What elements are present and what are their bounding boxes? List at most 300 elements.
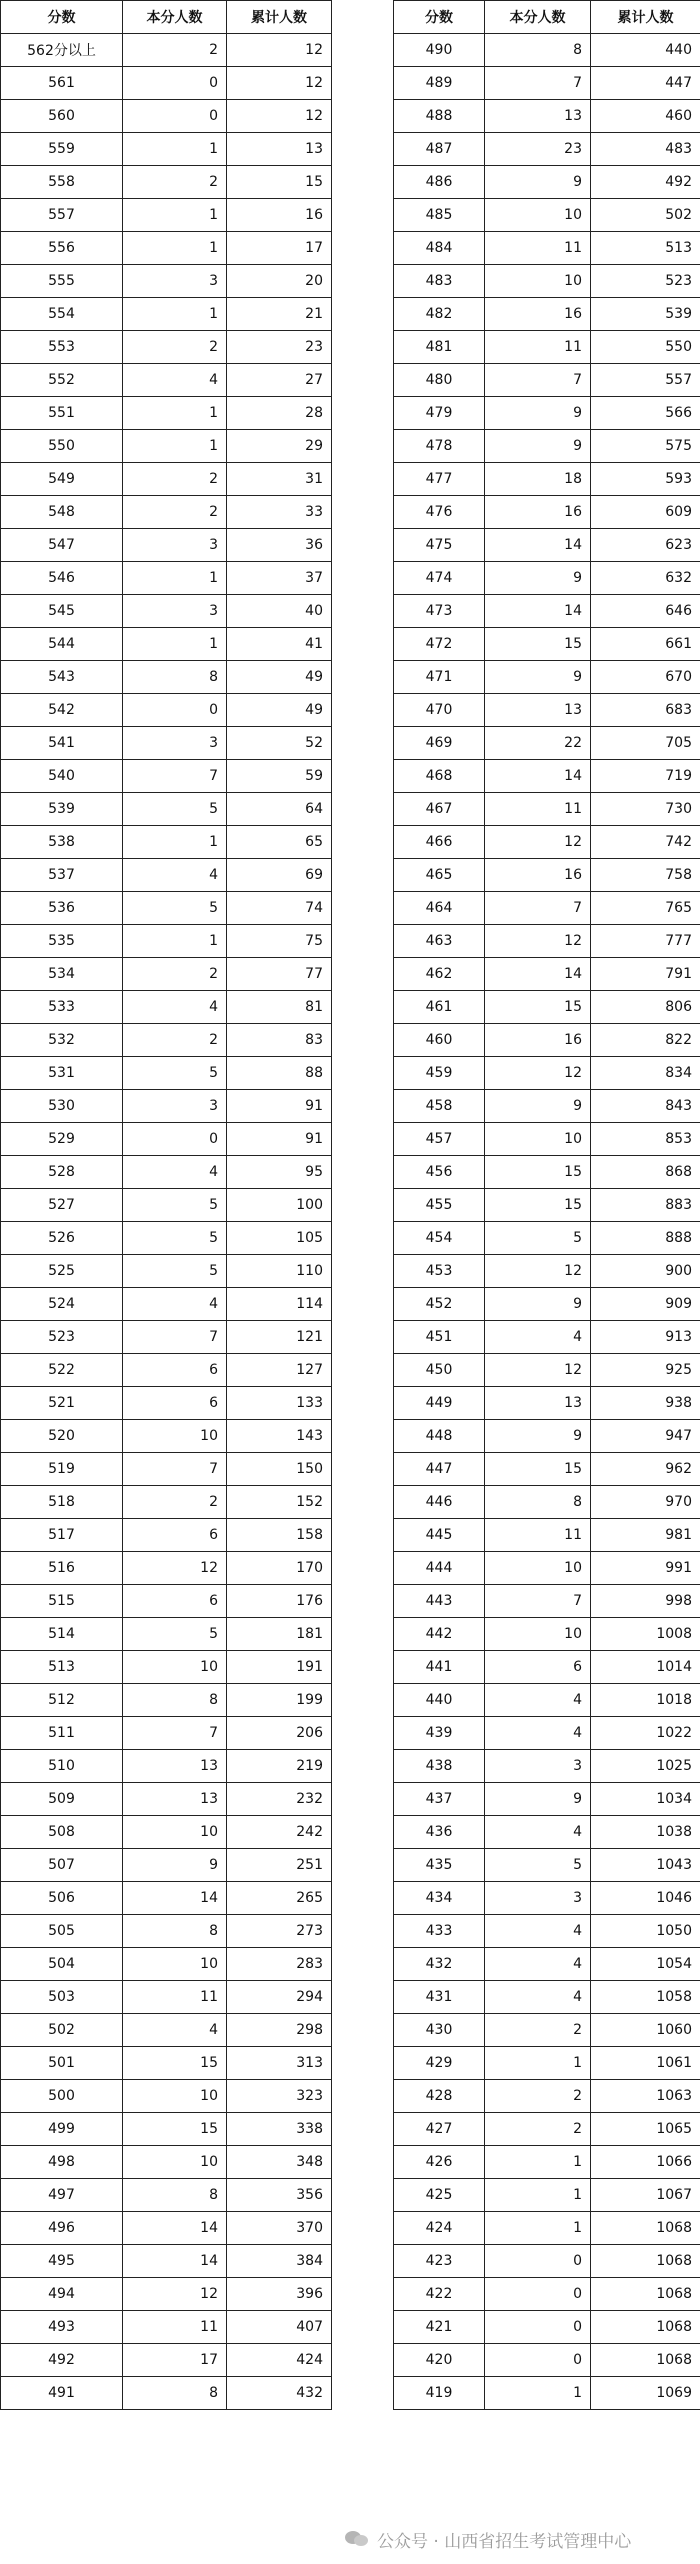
cell-score: 502 [1, 2014, 123, 2047]
table-row [1, 1123, 332, 1156]
cell-count: 12 [485, 1255, 591, 1288]
cell-cumulative: 834 [591, 1057, 700, 1090]
table-row [1, 1684, 332, 1717]
cell-score: 478 [394, 430, 485, 463]
table-row [1, 760, 332, 793]
cell-score: 473 [394, 595, 485, 628]
table-row [1, 1354, 332, 1387]
table-row [1, 1222, 332, 1255]
table-row [1, 1552, 332, 1585]
table-row [394, 2245, 700, 2278]
table-row [1, 100, 332, 133]
cell-count: 9 [485, 1090, 591, 1123]
table-row [394, 298, 700, 331]
cell-cumulative: 806 [591, 991, 700, 1024]
table-row [1, 1255, 332, 1288]
cell-score: 474 [394, 562, 485, 595]
table-row [1, 1750, 332, 1783]
table-row [1, 859, 332, 892]
cell-count: 4 [123, 2014, 227, 2047]
cell-cumulative: 1067 [591, 2179, 700, 2212]
table-row [394, 1684, 700, 1717]
wechat-icon [345, 2529, 371, 2549]
cell-cumulative: 777 [591, 925, 700, 958]
cell-score: 488 [394, 100, 485, 133]
cell-cumulative: 348 [227, 2146, 332, 2179]
cell-count: 14 [123, 1882, 227, 1915]
cell-cumulative: 15 [227, 166, 332, 199]
table-row [394, 727, 700, 760]
cell-cumulative: 632 [591, 562, 700, 595]
table-row [394, 1057, 700, 1090]
cell-score: 444 [394, 1552, 485, 1585]
cell-score: 424 [394, 2212, 485, 2245]
cell-cumulative: 64 [227, 793, 332, 826]
cell-count: 11 [485, 331, 591, 364]
cell-score: 465 [394, 859, 485, 892]
cell-cumulative: 609 [591, 496, 700, 529]
cell-cumulative: 283 [227, 1948, 332, 1981]
cell-count: 8 [485, 1486, 591, 1519]
cell-count: 1 [485, 2146, 591, 2179]
table-row [1, 2212, 332, 2245]
cell-cumulative: 370 [227, 2212, 332, 2245]
cell-count: 17 [123, 2344, 227, 2377]
cell-cumulative: 191 [227, 1651, 332, 1684]
cell-score: 529 [1, 1123, 123, 1156]
table-row [394, 628, 700, 661]
cell-count: 9 [485, 397, 591, 430]
table-row [1, 595, 332, 628]
cell-cumulative: 12 [227, 100, 332, 133]
cell-count: 16 [485, 859, 591, 892]
cell-count: 1 [485, 2179, 591, 2212]
cell-cumulative: 925 [591, 1354, 700, 1387]
cell-cumulative: 28 [227, 397, 332, 430]
cell-cumulative: 822 [591, 1024, 700, 1057]
cell-count: 14 [485, 958, 591, 991]
cell-count: 5 [485, 1849, 591, 1882]
cell-cumulative: 440 [591, 34, 700, 67]
cell-count: 1 [123, 133, 227, 166]
cell-cumulative: 158 [227, 1519, 332, 1552]
table-row [1, 628, 332, 661]
cell-count: 8 [123, 1915, 227, 1948]
cell-count: 10 [123, 2146, 227, 2179]
cell-score: 557 [1, 199, 123, 232]
cell-count: 4 [485, 1981, 591, 2014]
cell-cumulative: 523 [591, 265, 700, 298]
table-row [394, 1849, 700, 1882]
table-row [1, 1453, 332, 1486]
cell-count: 7 [123, 760, 227, 793]
table-row [1, 529, 332, 562]
cell-cumulative: 20 [227, 265, 332, 298]
cell-cumulative: 49 [227, 661, 332, 694]
cell-cumulative: 49 [227, 694, 332, 727]
cell-score: 459 [394, 1057, 485, 1090]
cell-score: 539 [1, 793, 123, 826]
table-row [1, 166, 332, 199]
cell-count: 15 [485, 1453, 591, 1486]
cell-score: 449 [394, 1387, 485, 1420]
cell-score: 559 [1, 133, 123, 166]
cell-count: 0 [123, 100, 227, 133]
cell-cumulative: 623 [591, 529, 700, 562]
cell-score: 555 [1, 265, 123, 298]
cell-cumulative: 77 [227, 958, 332, 991]
cell-score: 420 [394, 2344, 485, 2377]
cell-count: 2 [485, 2113, 591, 2146]
cell-cumulative: 206 [227, 1717, 332, 1750]
table-row [1, 133, 332, 166]
cell-count: 0 [485, 2311, 591, 2344]
cell-count: 15 [485, 991, 591, 1024]
cell-cumulative: 1058 [591, 1981, 700, 2014]
cell-score: 521 [1, 1387, 123, 1420]
cell-score: 484 [394, 232, 485, 265]
table-header-row [1, 1, 332, 34]
cell-score: 509 [1, 1783, 123, 1816]
cell-cumulative: 1038 [591, 1816, 700, 1849]
table-row [394, 1552, 700, 1585]
cell-score: 468 [394, 760, 485, 793]
cell-count: 5 [485, 1222, 591, 1255]
cell-cumulative: 981 [591, 1519, 700, 1552]
cell-count: 4 [123, 364, 227, 397]
table-row [394, 1816, 700, 1849]
cell-score: 518 [1, 1486, 123, 1519]
table-row [1, 925, 332, 958]
table-row [1, 892, 332, 925]
cell-cumulative: 91 [227, 1090, 332, 1123]
table-row [1, 562, 332, 595]
table-row [1, 1618, 332, 1651]
table-row [1, 1090, 332, 1123]
table-row [394, 2377, 700, 2410]
table-row [394, 199, 700, 232]
table-row [1, 364, 332, 397]
cell-score: 505 [1, 1915, 123, 1948]
cell-score: 558 [1, 166, 123, 199]
table-row [394, 232, 700, 265]
table-row [394, 463, 700, 496]
cell-cumulative: 424 [227, 2344, 332, 2377]
table-row [394, 991, 700, 1024]
cell-cumulative: 232 [227, 1783, 332, 1816]
table-row [1, 2179, 332, 2212]
cell-cumulative: 1065 [591, 2113, 700, 2146]
cell-cumulative: 765 [591, 892, 700, 925]
table-row [394, 34, 700, 67]
cell-cumulative: 83 [227, 1024, 332, 1057]
score-table-right [393, 0, 700, 2410]
cell-count: 5 [123, 1189, 227, 1222]
cell-cumulative: 13 [227, 133, 332, 166]
cell-score: 477 [394, 463, 485, 496]
table-row [1, 2344, 332, 2377]
table-row [1, 826, 332, 859]
cell-cumulative: 27 [227, 364, 332, 397]
cell-score: 482 [394, 298, 485, 331]
table-row [1, 199, 332, 232]
cell-cumulative: 539 [591, 298, 700, 331]
cell-score: 562分以上 [1, 34, 123, 67]
table-row [1, 1288, 332, 1321]
table-row [1, 1519, 332, 1552]
cell-cumulative: 40 [227, 595, 332, 628]
cell-count: 10 [485, 199, 591, 232]
cell-cumulative: 1068 [591, 2344, 700, 2377]
cell-score: 514 [1, 1618, 123, 1651]
cell-score: 472 [394, 628, 485, 661]
cell-cumulative: 313 [227, 2047, 332, 2080]
cell-score: 441 [394, 1651, 485, 1684]
table-row [394, 2212, 700, 2245]
table-row [394, 430, 700, 463]
cell-score: 494 [1, 2278, 123, 2311]
cell-score: 531 [1, 1057, 123, 1090]
cell-count: 0 [123, 67, 227, 100]
table-row [1, 2113, 332, 2146]
table-row [394, 661, 700, 694]
cell-score: 515 [1, 1585, 123, 1618]
cell-count: 6 [485, 1651, 591, 1684]
cell-cumulative: 12 [227, 67, 332, 100]
cell-score: 516 [1, 1552, 123, 1585]
cell-count: 8 [123, 661, 227, 694]
cell-count: 8 [123, 2179, 227, 2212]
cell-score: 560 [1, 100, 123, 133]
cell-score: 556 [1, 232, 123, 265]
cell-cumulative: 566 [591, 397, 700, 430]
table-row [394, 1717, 700, 1750]
cell-count: 12 [485, 925, 591, 958]
cell-count: 2 [123, 958, 227, 991]
table-row [394, 2179, 700, 2212]
cell-count: 12 [123, 2278, 227, 2311]
table-row [1, 1882, 332, 1915]
cell-score: 511 [1, 1717, 123, 1750]
cell-cumulative: 991 [591, 1552, 700, 1585]
cell-cumulative: 938 [591, 1387, 700, 1420]
cell-count: 5 [123, 1618, 227, 1651]
cell-count: 9 [485, 1420, 591, 1453]
cell-score: 527 [1, 1189, 123, 1222]
cell-count: 10 [485, 265, 591, 298]
cell-score: 453 [394, 1255, 485, 1288]
cell-score: 426 [394, 2146, 485, 2179]
cell-count: 7 [123, 1453, 227, 1486]
cell-count: 13 [485, 100, 591, 133]
table-row [394, 826, 700, 859]
cell-score: 483 [394, 265, 485, 298]
cell-count: 9 [485, 562, 591, 595]
table-row [394, 760, 700, 793]
cell-score: 457 [394, 1123, 485, 1156]
cell-cumulative: 1043 [591, 1849, 700, 1882]
cell-cumulative: 670 [591, 661, 700, 694]
table-row [394, 892, 700, 925]
cell-cumulative: 888 [591, 1222, 700, 1255]
cell-cumulative: 1034 [591, 1783, 700, 1816]
cell-count: 7 [123, 1321, 227, 1354]
cell-count: 15 [485, 1189, 591, 1222]
cell-cumulative: 152 [227, 1486, 332, 1519]
cell-cumulative: 12 [227, 34, 332, 67]
cell-score: 461 [394, 991, 485, 1024]
cell-cumulative: 883 [591, 1189, 700, 1222]
cell-count: 9 [485, 1783, 591, 1816]
table-row [1, 1321, 332, 1354]
table-row [1, 463, 332, 496]
table-row [394, 1453, 700, 1486]
cell-cumulative: 91 [227, 1123, 332, 1156]
table-row [1, 1717, 332, 1750]
cell-score: 550 [1, 430, 123, 463]
table-row [394, 859, 700, 892]
cell-count: 10 [485, 1618, 591, 1651]
cell-score: 463 [394, 925, 485, 958]
cell-count: 6 [123, 1354, 227, 1387]
table-row [1, 1024, 332, 1057]
cell-cumulative: 356 [227, 2179, 332, 2212]
cell-cumulative: 31 [227, 463, 332, 496]
cell-count: 1 [123, 397, 227, 430]
cell-score: 466 [394, 826, 485, 859]
cell-score: 523 [1, 1321, 123, 1354]
table-row [1, 2014, 332, 2047]
table-row [1, 430, 332, 463]
table-row [1, 2245, 332, 2278]
cell-count: 8 [485, 34, 591, 67]
cell-cumulative: 396 [227, 2278, 332, 2311]
cell-score: 471 [394, 661, 485, 694]
cell-score: 434 [394, 1882, 485, 1915]
cell-count: 3 [123, 529, 227, 562]
cell-count: 14 [123, 2212, 227, 2245]
cell-count: 6 [123, 1519, 227, 1552]
table-row [394, 595, 700, 628]
cell-count: 3 [123, 265, 227, 298]
cell-count: 2 [123, 1024, 227, 1057]
cell-count: 4 [485, 1684, 591, 1717]
cell-cumulative: 913 [591, 1321, 700, 1354]
cell-count: 1 [123, 298, 227, 331]
table-row [394, 1882, 700, 1915]
cell-score: 438 [394, 1750, 485, 1783]
cell-cumulative: 81 [227, 991, 332, 1024]
table-row [1, 232, 332, 265]
cell-score: 428 [394, 2080, 485, 2113]
cell-count: 7 [485, 892, 591, 925]
table-row [394, 364, 700, 397]
cell-score: 489 [394, 67, 485, 100]
cell-cumulative: 1054 [591, 1948, 700, 1981]
cell-count: 13 [485, 1387, 591, 1420]
cell-score: 431 [394, 1981, 485, 2014]
table-row [1, 793, 332, 826]
cell-score: 533 [1, 991, 123, 1024]
cell-score: 504 [1, 1948, 123, 1981]
cell-cumulative: 75 [227, 925, 332, 958]
cell-count: 1 [123, 232, 227, 265]
table-row [394, 2047, 700, 2080]
header-cumulative: 累计人数 [227, 1, 332, 34]
cell-count: 9 [485, 1288, 591, 1321]
cell-cumulative: 170 [227, 1552, 332, 1585]
table-row [1, 397, 332, 430]
cell-score: 506 [1, 1882, 123, 1915]
cell-score: 460 [394, 1024, 485, 1057]
cell-count: 3 [485, 1750, 591, 1783]
cell-count: 11 [123, 2311, 227, 2344]
cell-cumulative: 719 [591, 760, 700, 793]
cell-score: 423 [394, 2245, 485, 2278]
cell-cumulative: 1069 [591, 2377, 700, 2410]
table-row [1, 298, 332, 331]
cell-score: 492 [1, 2344, 123, 2377]
cell-count: 8 [123, 2377, 227, 2410]
table-row [394, 1090, 700, 1123]
cell-score: 447 [394, 1453, 485, 1486]
cell-cumulative: 298 [227, 2014, 332, 2047]
cell-count: 0 [485, 2278, 591, 2311]
cell-count: 15 [485, 1156, 591, 1189]
cell-count: 4 [123, 1288, 227, 1321]
cell-count: 4 [123, 1156, 227, 1189]
cell-cumulative: 176 [227, 1585, 332, 1618]
table-row [1, 2047, 332, 2080]
cell-count: 9 [485, 661, 591, 694]
cell-cumulative: 853 [591, 1123, 700, 1156]
cell-count: 11 [485, 1519, 591, 1552]
cell-score: 442 [394, 1618, 485, 1651]
table-row [394, 793, 700, 826]
table-row [394, 1915, 700, 1948]
cell-score: 469 [394, 727, 485, 760]
cell-cumulative: 730 [591, 793, 700, 826]
cell-score: 526 [1, 1222, 123, 1255]
table-row [394, 100, 700, 133]
table-row [1, 1816, 332, 1849]
cell-score: 535 [1, 925, 123, 958]
table-row [394, 1981, 700, 2014]
cell-cumulative: 900 [591, 1255, 700, 1288]
cell-cumulative: 88 [227, 1057, 332, 1090]
cell-cumulative: 1014 [591, 1651, 700, 1684]
cell-count: 10 [123, 1420, 227, 1453]
cell-count: 10 [123, 1948, 227, 1981]
cell-score: 547 [1, 529, 123, 562]
table-row [1, 2377, 332, 2410]
table-row [394, 1750, 700, 1783]
cell-count: 10 [485, 1123, 591, 1156]
cell-count: 4 [123, 991, 227, 1024]
header-score: 分数 [1, 1, 123, 34]
cell-count: 0 [485, 2344, 591, 2377]
cell-score: 500 [1, 2080, 123, 2113]
cell-cumulative: 758 [591, 859, 700, 892]
cell-score: 503 [1, 1981, 123, 2014]
cell-cumulative: 338 [227, 2113, 332, 2146]
cell-count: 16 [485, 298, 591, 331]
cell-count: 9 [485, 166, 591, 199]
cell-cumulative: 21 [227, 298, 332, 331]
cell-cumulative: 59 [227, 760, 332, 793]
cell-count: 6 [123, 1585, 227, 1618]
cell-cumulative: 1050 [591, 1915, 700, 1948]
